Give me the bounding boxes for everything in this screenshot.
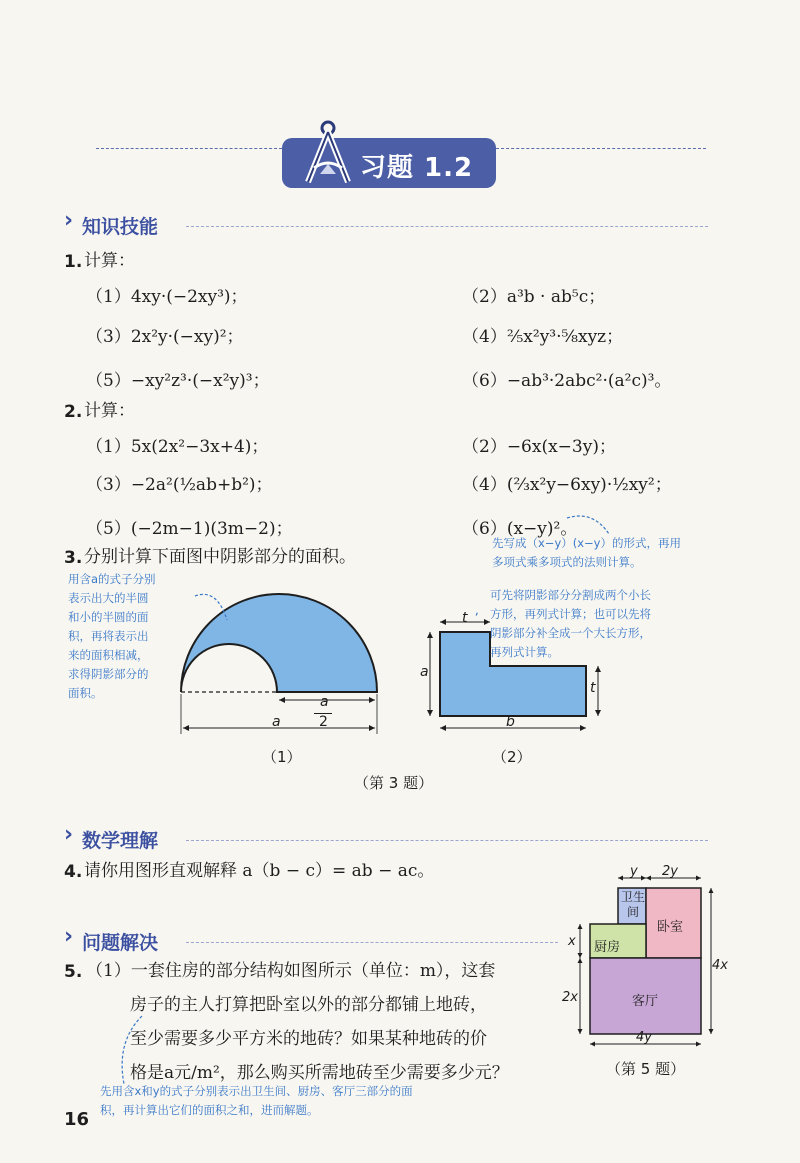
plan-dim-4x: 4x [712,958,728,973]
plan-dim-4y: 4y [636,1030,652,1045]
q3-hint-right: 可先将阴影部分分割成两个小长 方形，再列式计算；也可以先将 阴影部分补全成一个大长方形， 再列式计算。 [490,588,651,659]
q4-text: 请你用图形直观解释 a（b − c）= ab − ac。 [84,861,435,881]
section-problem-solving: 问题解决 [82,932,159,954]
fig2-t-right: t [590,680,596,696]
q3-figure-1 [175,582,390,742]
q5-line-1: （1）一套住房的部分结构如图所示（单位：m），这套 [86,961,496,981]
q3-caption: （第 3 题） [354,774,434,792]
fig1-half-bottom: 2 [319,714,328,730]
q1-item-1: （1）4xy·(−2xy³)； [86,287,248,307]
q3-hint-left: 用含a的式子分别 表示出大的半圆 和小的半圆的面 积，再将表示出 来的面积相减， 求得阴影部分的 面积。 [68,572,156,700]
q1-item-6: （6）−ab³·2abc²·(a²c)³。 [462,371,672,391]
fig2-b-bottom: b [506,714,515,730]
fig1-full-label: a [272,714,281,730]
q5-hint: 先用含x和y的式子分别表示出卫生间、厨房、客厅三部分的面 积，再计算出它们的面积之和，进而解题。 [100,1084,413,1117]
q5-caption: （第 5 题） [606,1060,686,1078]
fig2-a-side: a [420,664,429,680]
exercise-title: 习题 1.2 [360,153,474,183]
plan-bedroom: 卧室 [657,920,684,935]
q1-number: 1. [64,252,83,272]
q1-item-3: （3）2x²y·(−xy)²； [86,327,244,347]
q2-item-1: （1）5x(2x²−3x+4)； [86,437,269,457]
q1-item-5: （5）−xy²z³·(−x²y)³； [86,371,270,391]
fig1-half-top: a [320,694,329,710]
q5-line-2: 房子的主人打算把卧室以外的部分都铺上地砖， [130,995,487,1015]
chevron-right-icon: › [64,924,74,949]
q2-stem: 计算： [84,401,135,421]
plan-dim-y: y [630,864,638,879]
chevron-right-icon: › [64,822,74,847]
section-understanding: 数学理解 [82,830,159,852]
chevron-right-icon: › [64,208,74,233]
plan-dim-2x: 2x [562,990,578,1005]
section-rule [186,226,708,227]
q1-stem: 计算： [84,251,135,271]
q2-number: 2. [64,402,83,422]
q2-item-3: （3）−2a²(½ab+b²)； [86,475,273,495]
q2-item-6: （6）(x−y)²。 [462,519,578,539]
plan-dim-x: x [568,934,576,949]
q1-item-2: （2）a³b · ab⁵c； [462,287,606,307]
section-rule [186,942,558,943]
plan-living: 客厅 [632,994,659,1009]
q5-line-3: 至少需要多少平方米的地砖？如果某种地砖的价 [130,1029,487,1049]
q2-item-4: （4）(⅔x²y−6xy)·½xy²； [462,475,672,495]
fig2-t-top: t [462,610,468,626]
plan-bathroom: 卫生 间 [620,890,645,919]
fig1-caption: （1） [262,748,302,766]
q2-item-5: （5）(−2m−1)(3m−2)； [86,519,293,539]
q3-stem: 分别计算下面图中阴影部分的面积。 [84,547,356,567]
banner-right-rule [496,148,706,149]
banner-left-rule [96,148,282,149]
q5-line-4: 格是a元/m²，那么购买所需地砖至少需要多少元？ [130,1063,509,1083]
section-rule [186,840,708,841]
fig2-caption: （2） [492,748,532,766]
compass-icon [296,118,360,190]
section-knowledge: 知识技能 [82,216,159,238]
q5-floor-plan [570,858,720,1058]
q5-number: 5. [64,962,83,982]
page-number: 16 [64,1109,90,1130]
q4-number: 4. [64,862,83,882]
q1-item-4: （4）⅖x²y³·⅝xyz； [462,327,624,347]
plan-dim-2y: 2y [662,864,678,879]
plan-kitchen: 厨房 [594,940,621,955]
q5-hint-arrow-icon [110,1012,150,1088]
q2-item-2: （2）−6x(x−3y)； [462,437,616,457]
q2-hint: 先写成（x−y）(x−y）的形式，再用 多项式乘多项式的法则计算。 [492,536,681,569]
q3-number: 3. [64,548,83,568]
